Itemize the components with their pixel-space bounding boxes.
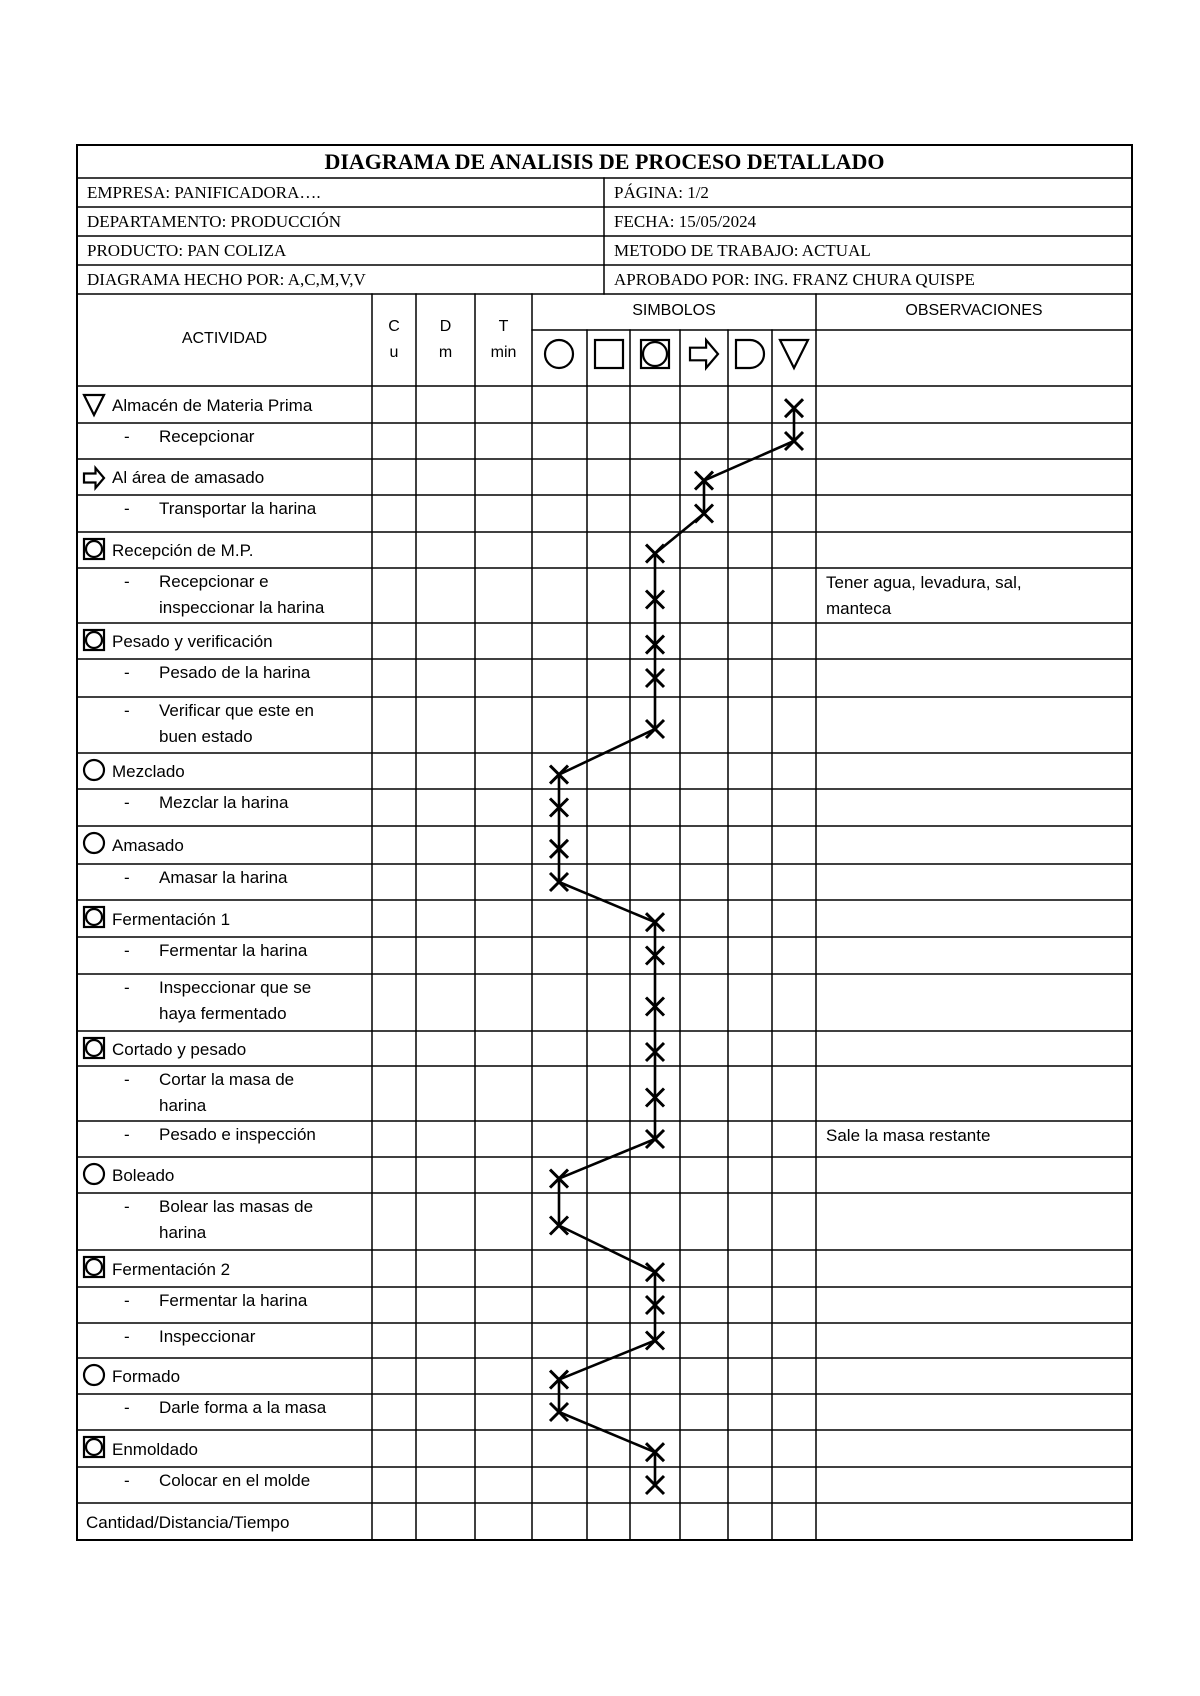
sub-activity-dash: - (124, 663, 130, 682)
storage-icon (84, 395, 104, 415)
sub-activity-dash: - (124, 499, 130, 518)
sub-activity-dash: - (124, 1197, 130, 1216)
observaciones-header: OBSERVACIONES (905, 302, 1043, 319)
sub-activity-label: Amasar la harina (159, 868, 288, 887)
sub-activity-dash: - (124, 868, 130, 887)
storage-icon (780, 340, 808, 368)
activity-label: Mezclado (112, 762, 185, 781)
sub-activity-dash: - (124, 1070, 130, 1089)
observation-text: Tener agua, levadura, sal, manteca (826, 573, 1022, 618)
sub-activity-label: buen estado (159, 727, 253, 746)
sub-activity-dash: - (124, 941, 130, 960)
sub-activity-label: Fermentar la harina (159, 941, 308, 960)
sub-activity-dash: - (124, 978, 130, 997)
sub-activity-dash: - (124, 701, 130, 720)
cantidad-header-unit: u (389, 344, 399, 361)
sub-activity-label: Recepcionar (159, 427, 255, 446)
document-title: DIAGRAMA DE ANALISIS DE PROCESO DETALLADO (324, 149, 885, 174)
sub-activity-dash: - (124, 1125, 130, 1144)
sub-activity-label: Bolear las masas de (159, 1197, 314, 1216)
transport-icon (84, 468, 104, 488)
footer-totals-label: Cantidad/Distancia/Tiempo (86, 1513, 290, 1532)
table-border (77, 145, 1132, 1540)
sub-activity-label: inspeccionar la harina (159, 598, 325, 617)
observation-text: Sale la masa restante (826, 1126, 991, 1145)
sub-activity-label: harina (159, 1223, 207, 1242)
empresa-field: EMPRESA: PANIFICADORA…. (87, 183, 321, 202)
activity-label: Enmoldado (112, 1440, 199, 1459)
sub-activity-label: Colocar en el molde (159, 1471, 311, 1490)
sub-activity-label: harina (159, 1096, 207, 1115)
pagina-field: PÁGINA: 1/2 (614, 183, 709, 202)
metodo-field: METODO DE TRABAJO: ACTUAL (614, 241, 871, 260)
activity-label: Almacén de Materia Prima (112, 396, 313, 415)
cantidad-header-top: C (388, 318, 400, 335)
sub-activity-label: haya fermentado (159, 1004, 287, 1023)
activity-label: Fermentación 2 (112, 1260, 231, 1279)
sub-activity-label: Fermentar la harina (159, 1291, 308, 1310)
inspection-icon (595, 340, 623, 368)
departamento-field: DEPARTAMENTO: PRODUCCIÓN (87, 212, 342, 231)
activity-label: Boleado (112, 1166, 175, 1185)
activity-label: Recepción de M.P. (112, 541, 254, 560)
activity-label: Al área de amasado (112, 468, 265, 487)
activity-label: Cortado y pesado (112, 1040, 247, 1059)
operation-icon (84, 833, 104, 853)
tiempo-header-unit: min (490, 344, 517, 361)
sub-activity-label: Transportar la harina (159, 499, 317, 518)
sub-activity-dash: - (124, 572, 130, 591)
sub-activity-dash: - (124, 1327, 130, 1346)
operation-icon (84, 1365, 104, 1385)
sub-activity-label: Inspeccionar (159, 1327, 256, 1346)
sub-activity-label: Pesado de la harina (159, 663, 311, 682)
fecha-field: FECHA: 15/05/2024 (614, 212, 757, 231)
combined-operation-inspection-icon (84, 630, 104, 650)
sub-activity-label: Verificar que este en (159, 701, 314, 720)
sub-activity-dash: - (124, 1291, 130, 1310)
transport-icon (690, 340, 718, 368)
actividad-header: ACTIVIDAD (181, 330, 268, 347)
operation-icon (545, 340, 573, 368)
activity-label: Fermentación 1 (112, 910, 231, 929)
combined-operation-inspection-icon (84, 1257, 104, 1277)
operation-icon (84, 760, 104, 780)
tiempo-header-top: T (498, 318, 509, 335)
producto-field: PRODUCTO: PAN COLIZA (87, 241, 287, 260)
activity-label: Pesado y verificación (112, 632, 273, 651)
combined-operation-inspection-icon (641, 340, 669, 368)
sub-activity-label: Inspeccionar que se (159, 978, 312, 997)
sub-activity-dash: - (124, 793, 130, 812)
sub-activity-label: Pesado e inspección (159, 1125, 316, 1144)
activity-label: Formado (112, 1367, 181, 1386)
sub-activity-dash: - (124, 427, 130, 446)
delay-icon (736, 340, 764, 368)
combined-operation-inspection-icon (84, 907, 104, 927)
aprobado-por-field: APROBADO POR: ING. FRANZ CHURA QUISPE (614, 270, 975, 289)
distancia-header-unit: m (438, 344, 453, 361)
combined-operation-inspection-icon (84, 539, 104, 559)
sub-activity-label: Darle forma a la masa (159, 1398, 327, 1417)
hecho-por-field: DIAGRAMA HECHO POR: A,C,M,V,V (87, 270, 366, 289)
distancia-header-top: D (439, 318, 452, 335)
combined-operation-inspection-icon (84, 1038, 104, 1058)
sub-activity-dash: - (124, 1471, 130, 1490)
sub-activity-label: Mezclar la harina (159, 793, 289, 812)
simbolos-header: SIMBOLOS (632, 302, 716, 319)
sub-activity-label: Cortar la masa de (159, 1070, 295, 1089)
combined-operation-inspection-icon (84, 1437, 104, 1457)
operation-icon (84, 1164, 104, 1184)
activity-label: Amasado (112, 836, 184, 855)
sub-activity-label: Recepcionar e (159, 572, 269, 591)
sub-activity-dash: - (124, 1398, 130, 1417)
